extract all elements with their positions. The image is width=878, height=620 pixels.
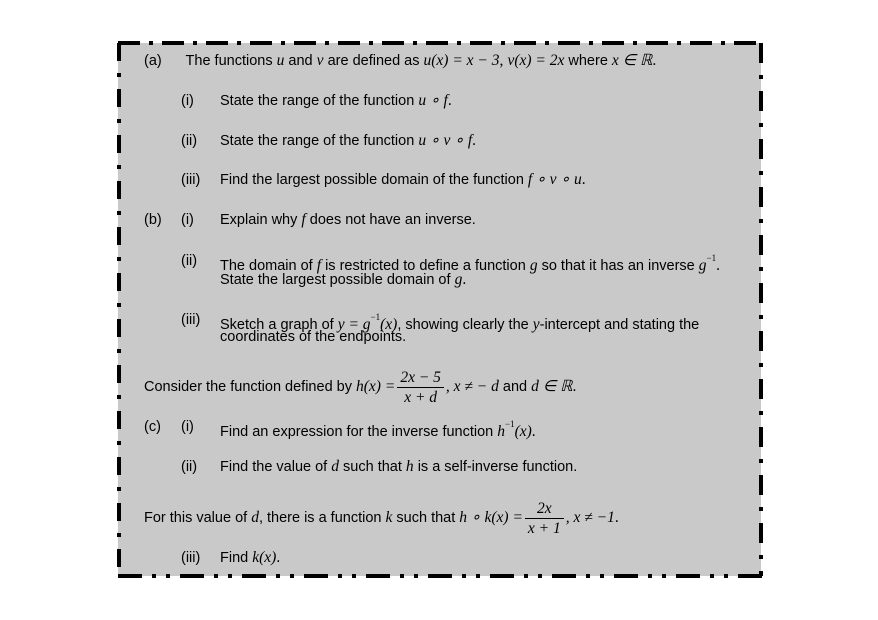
consider-text: Consider the function defined by — [144, 379, 352, 395]
h-lhs: h(x) = — [356, 378, 396, 395]
u-definition: u(x) = x − 3 — [423, 52, 500, 69]
part-label: (c) — [144, 419, 161, 435]
period: . — [572, 378, 577, 395]
question-c-i-label — [181, 418, 194, 436]
question-panel — [118, 43, 761, 576]
var-u: u — [276, 52, 285, 69]
item-math: f ∘ v ∘ u — [527, 171, 582, 188]
var-g: g — [454, 271, 463, 288]
question-c-ii-text — [220, 458, 577, 476]
question-b-ii-label — [181, 252, 197, 270]
fraction-numerator: 2x − 5 — [397, 369, 444, 388]
part-a-label: (a) — [144, 53, 162, 69]
item-math: u ∘ f — [418, 92, 448, 109]
var-g: g — [529, 256, 538, 274]
math-y-equals-g: y = g — [337, 315, 371, 333]
item-label: (iii) — [181, 312, 201, 328]
var-h: h — [405, 458, 414, 475]
question-a-iii-text — [220, 171, 586, 189]
hk-lhs: h ∘ k(x) = — [459, 509, 523, 526]
question-b-iii-line2 — [220, 328, 406, 346]
part-b-label — [144, 211, 162, 229]
item-label: (ii) — [181, 133, 198, 149]
question-a-ii — [181, 132, 197, 150]
question-a-i-text — [220, 92, 452, 110]
item-text: such that — [343, 459, 402, 475]
item-text: For this value of — [144, 510, 248, 526]
consider-line — [144, 368, 576, 406]
item-text: , there is a function — [258, 510, 382, 526]
item-text: does not have an inverse. — [309, 212, 476, 228]
question-c-iii-text — [220, 549, 280, 567]
question-b-iii-label — [181, 311, 200, 329]
var-f: f — [316, 256, 322, 274]
question-b-i-label — [181, 211, 194, 229]
h-condition: , x ≠ − d — [445, 378, 499, 395]
item-text: Sketch a graph of — [220, 316, 334, 333]
question-c-ii-label — [181, 458, 197, 476]
question-a-i — [181, 92, 194, 110]
hk-condition: , x ≠ −1 — [565, 509, 615, 526]
var-y: y — [532, 315, 540, 333]
item-text: so that it has an inverse — [541, 257, 695, 274]
item-text: such that — [396, 510, 456, 526]
item-text: State the range of the function — [220, 133, 415, 149]
superscript: −1 — [706, 253, 717, 263]
part-c-label — [144, 418, 161, 436]
item-text: -intercept and stating the — [539, 316, 700, 333]
item-end: . — [447, 92, 452, 109]
item-label: (ii) — [181, 459, 198, 475]
where-text: where — [568, 53, 608, 69]
math-k-of-x: k(x) — [252, 549, 277, 566]
question-a-line — [144, 52, 656, 70]
superscript: −1 — [370, 312, 381, 322]
item-end: . — [531, 422, 536, 440]
var-h: h — [497, 422, 506, 440]
and-text: and — [288, 53, 313, 69]
item-end: . — [462, 271, 467, 288]
comma: , — [499, 52, 504, 69]
item-math: u ∘ v ∘ f — [418, 132, 473, 149]
item-end: . — [581, 171, 586, 188]
question-c-i-text — [220, 418, 536, 441]
item-text: Find the value of — [220, 459, 328, 475]
var-d: d — [331, 458, 339, 475]
item-label: (iii) — [181, 172, 201, 188]
item-text: coordinates of the endpoints. — [220, 329, 407, 345]
var-g-inverse: g — [698, 256, 707, 274]
item-text: Find an expression for the inverse function — [220, 423, 494, 440]
and-text: and — [502, 379, 528, 395]
fraction-numerator: 2x — [525, 500, 564, 519]
item-text: State the largest possible domain of — [220, 272, 451, 288]
v-definition: v(x) = 2x — [507, 52, 565, 69]
question-a-iii — [181, 171, 200, 189]
item-text: is restricted to define a function — [325, 257, 526, 274]
question-b-i-text — [220, 211, 476, 229]
period: . — [614, 509, 619, 526]
var-v: v — [316, 52, 324, 69]
h-fraction — [397, 369, 444, 406]
item-end: . — [472, 132, 477, 149]
item-text: Explain why — [220, 212, 298, 228]
math-arg: (x) — [380, 315, 398, 333]
var-f: f — [301, 211, 306, 228]
var-d: d — [251, 509, 259, 526]
item-label: (i) — [181, 419, 194, 435]
item-label: (ii) — [181, 253, 198, 269]
domain-math: x ∈ ℝ — [611, 52, 653, 69]
question-b-ii-line2 — [220, 271, 466, 289]
math-arg: (x) — [514, 422, 532, 440]
item-label: (i) — [181, 93, 194, 109]
defined-as-text: are defined as — [327, 53, 420, 69]
item-end: . — [716, 256, 720, 274]
for-value-line — [144, 499, 619, 537]
item-label: (iii) — [181, 550, 201, 566]
period: . — [652, 52, 657, 69]
item-text: is a self-inverse function. — [417, 459, 578, 475]
item-text: The domain of — [220, 257, 313, 274]
hk-fraction — [525, 500, 564, 537]
item-text: State the range of the function — [220, 93, 415, 109]
part-label: (b) — [144, 212, 162, 228]
var-k: k — [385, 509, 393, 526]
item-label: (i) — [181, 212, 194, 228]
question-a-ii-text — [220, 132, 476, 150]
fraction-denominator: x + d — [404, 388, 438, 406]
item-text: Find — [220, 550, 249, 566]
question-c-iii-label — [181, 549, 200, 567]
item-text: , showing clearly the — [397, 316, 529, 333]
intro-text: The functions — [185, 53, 273, 69]
fraction-denominator: x + 1 — [527, 519, 561, 537]
item-end: . — [276, 549, 281, 566]
superscript: −1 — [505, 419, 515, 429]
d-domain: d ∈ ℝ — [531, 378, 573, 395]
item-text: Find the largest possible domain of the function — [220, 172, 524, 188]
